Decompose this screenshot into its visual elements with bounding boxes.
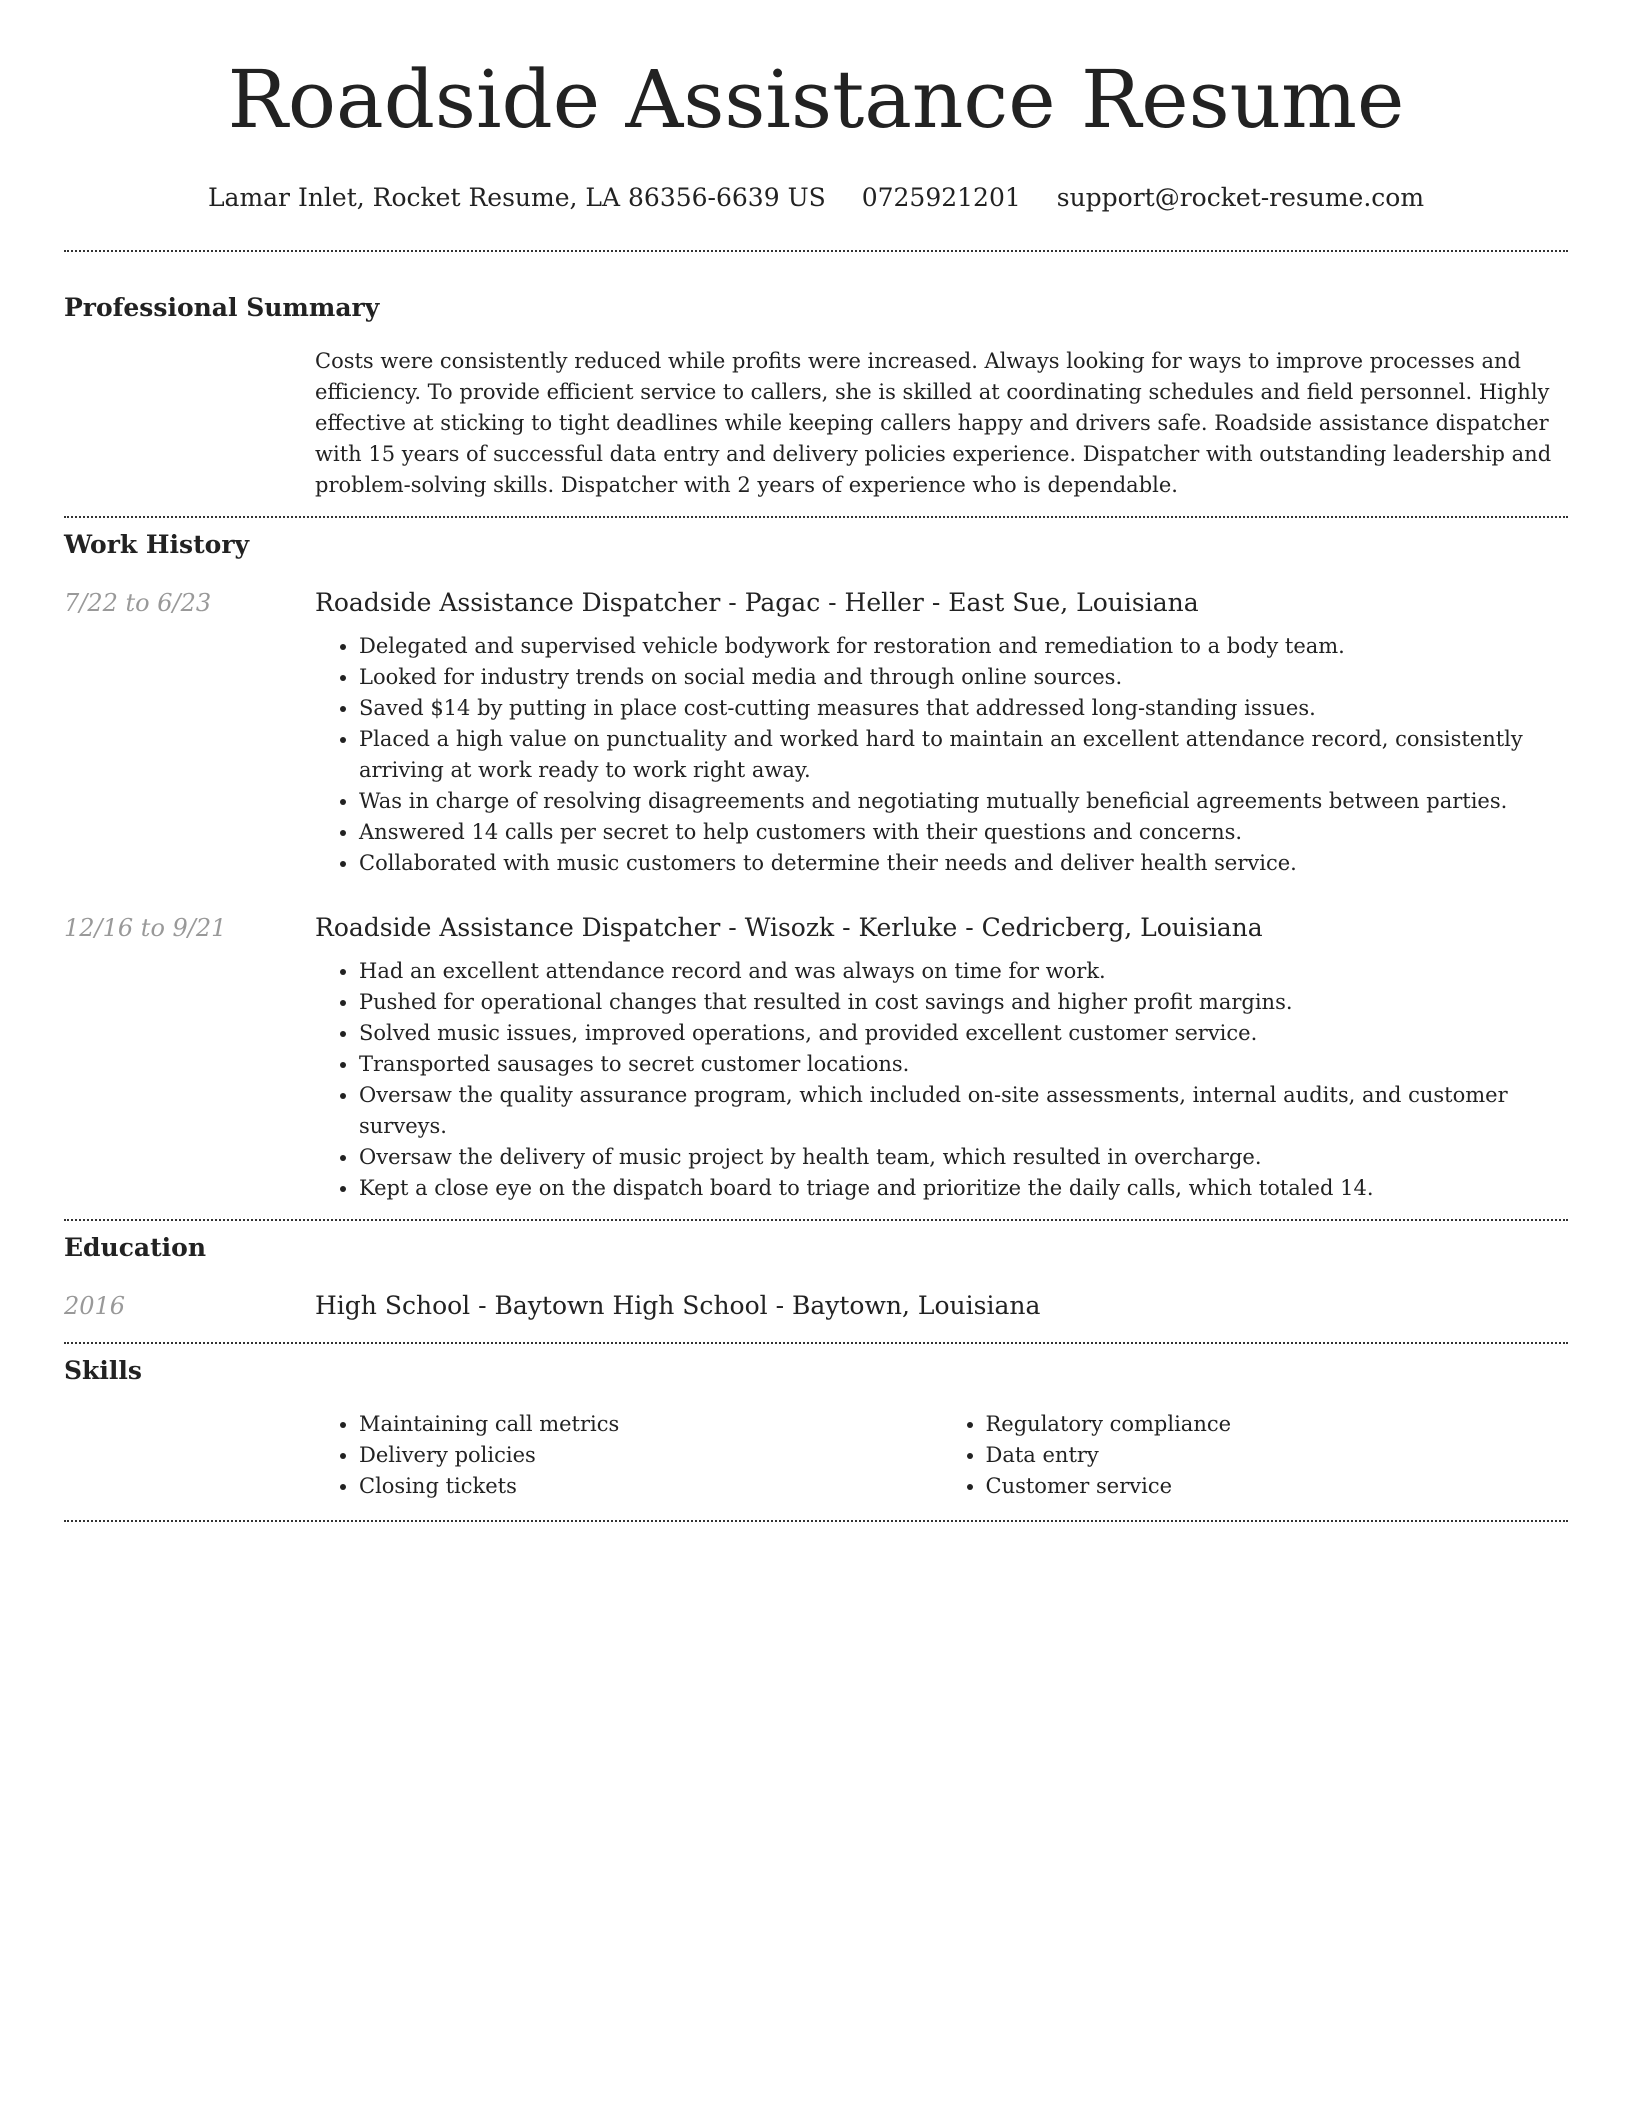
list-item: • Was in charge of resolving disagreements and negotiating mutually beneficial agreements between parties. <box>359 786 1568 817</box>
skill-item: • Closing tickets <box>359 1471 942 1502</box>
list-item: • Oversaw the delivery of music project by health team, which resulted in overcharge. <box>359 1142 1568 1173</box>
list-item: • Answered 14 calls per secret to help customers with their questions and concerns. <box>359 817 1568 848</box>
skills-row <box>64 1409 1568 1502</box>
divider-skills <box>64 1520 1568 1522</box>
list-item: • Oversaw the quality assurance program, which included on-site assessments, internal audits, and customer surveys. <box>359 1080 1568 1142</box>
education-entry <box>64 1290 1568 1322</box>
resume-title: Roadside Assistance Resume <box>227 53 1405 146</box>
list-item: • Placed a high value on punctuality and worked hard to maintain an excellent attendance record, consistently arriving at work ready to work right away. <box>359 724 1568 786</box>
section-title-work: Work History <box>64 530 250 559</box>
education-heading: High School - Baytown High School - Baytown, Louisiana <box>315 1291 1041 1320</box>
skills-grid <box>315 1409 1568 1502</box>
list-item: • Had an excellent attendance record and was always on time for work. <box>359 956 1568 987</box>
resume-page <box>64 0 1568 1522</box>
job-dates: 7/22 to 6/23 <box>64 589 212 617</box>
job-heading: Roadside Assistance Dispatcher - Wisozk - Kerluke - Cedricberg, Louisiana <box>315 913 1263 942</box>
list-item: • Looked for industry trends on social media and through online sources. <box>359 662 1568 693</box>
divider-summary <box>64 516 1568 518</box>
divider-education <box>64 1342 1568 1344</box>
section-title-skills: Skills <box>64 1356 142 1385</box>
contact-address: Lamar Inlet, Rocket Resume, LA 86356-6639 US <box>207 183 826 212</box>
education-year: 2016 <box>64 1292 126 1320</box>
skill-item: • Regulatory compliance <box>986 1409 1569 1440</box>
skill-item: • Maintaining call metrics <box>359 1409 942 1440</box>
contact-email: support@rocket-resume.com <box>1056 183 1425 212</box>
job-entry <box>64 912 1568 1204</box>
skills-list-right <box>942 1409 1569 1502</box>
list-item: • Delegated and supervised vehicle bodywork for restoration and remediation to a body team. <box>359 631 1568 662</box>
list-item: • Pushed for operational changes that resulted in cost savings and higher profit margins. <box>359 987 1568 1018</box>
skill-item: • Customer service <box>986 1471 1569 1502</box>
skills-list-left <box>315 1409 942 1502</box>
list-item: • Kept a close eye on the dispatch board to triage and prioritize the daily calls, which totaled 14. <box>359 1173 1568 1204</box>
section-title-education: Education <box>64 1233 207 1262</box>
summary-text: Costs were consistently reduced while profits were increased. Always looking for ways to improve processes and efficiency. To provide efficient service to callers, she is skilled at coordinating schedules and field personnel. Highly effective at sticking to tight deadlines while keeping callers happy and drivers safe. Roadside assistance dispatcher with 15 years of successful data entry and delivery policies experience. Dispatcher with outstanding leadership and problem-solving skills. Dispatcher with 2 years of experience who is dependable. <box>315 349 1552 497</box>
section-title-summary: Professional Summary <box>64 293 380 322</box>
skill-item: • Delivery policies <box>359 1440 942 1471</box>
job-dates: 12/16 to 9/21 <box>64 914 227 942</box>
job-bullets <box>315 631 1568 879</box>
job-heading: Roadside Assistance Dispatcher - Pagac - Heller - East Sue, Louisiana <box>315 588 1199 617</box>
list-item: • Solved music issues, improved operations, and provided excellent customer service. <box>359 1018 1568 1049</box>
divider-work <box>64 1219 1568 1221</box>
summary-row <box>64 346 1568 501</box>
list-item: • Collaborated with music customers to determine their needs and deliver health service. <box>359 848 1568 879</box>
job-entry <box>64 587 1568 879</box>
skill-item: • Data entry <box>986 1440 1569 1471</box>
list-item: • Saved $14 by putting in place cost-cutting measures that addressed long-standing issues. <box>359 693 1568 724</box>
job-bullets <box>315 956 1568 1204</box>
contact-line <box>64 182 1568 214</box>
contact-phone: 0725921201 <box>861 183 1021 212</box>
divider-header <box>64 250 1568 252</box>
list-item: • Transported sausages to secret customer locations. <box>359 1049 1568 1080</box>
